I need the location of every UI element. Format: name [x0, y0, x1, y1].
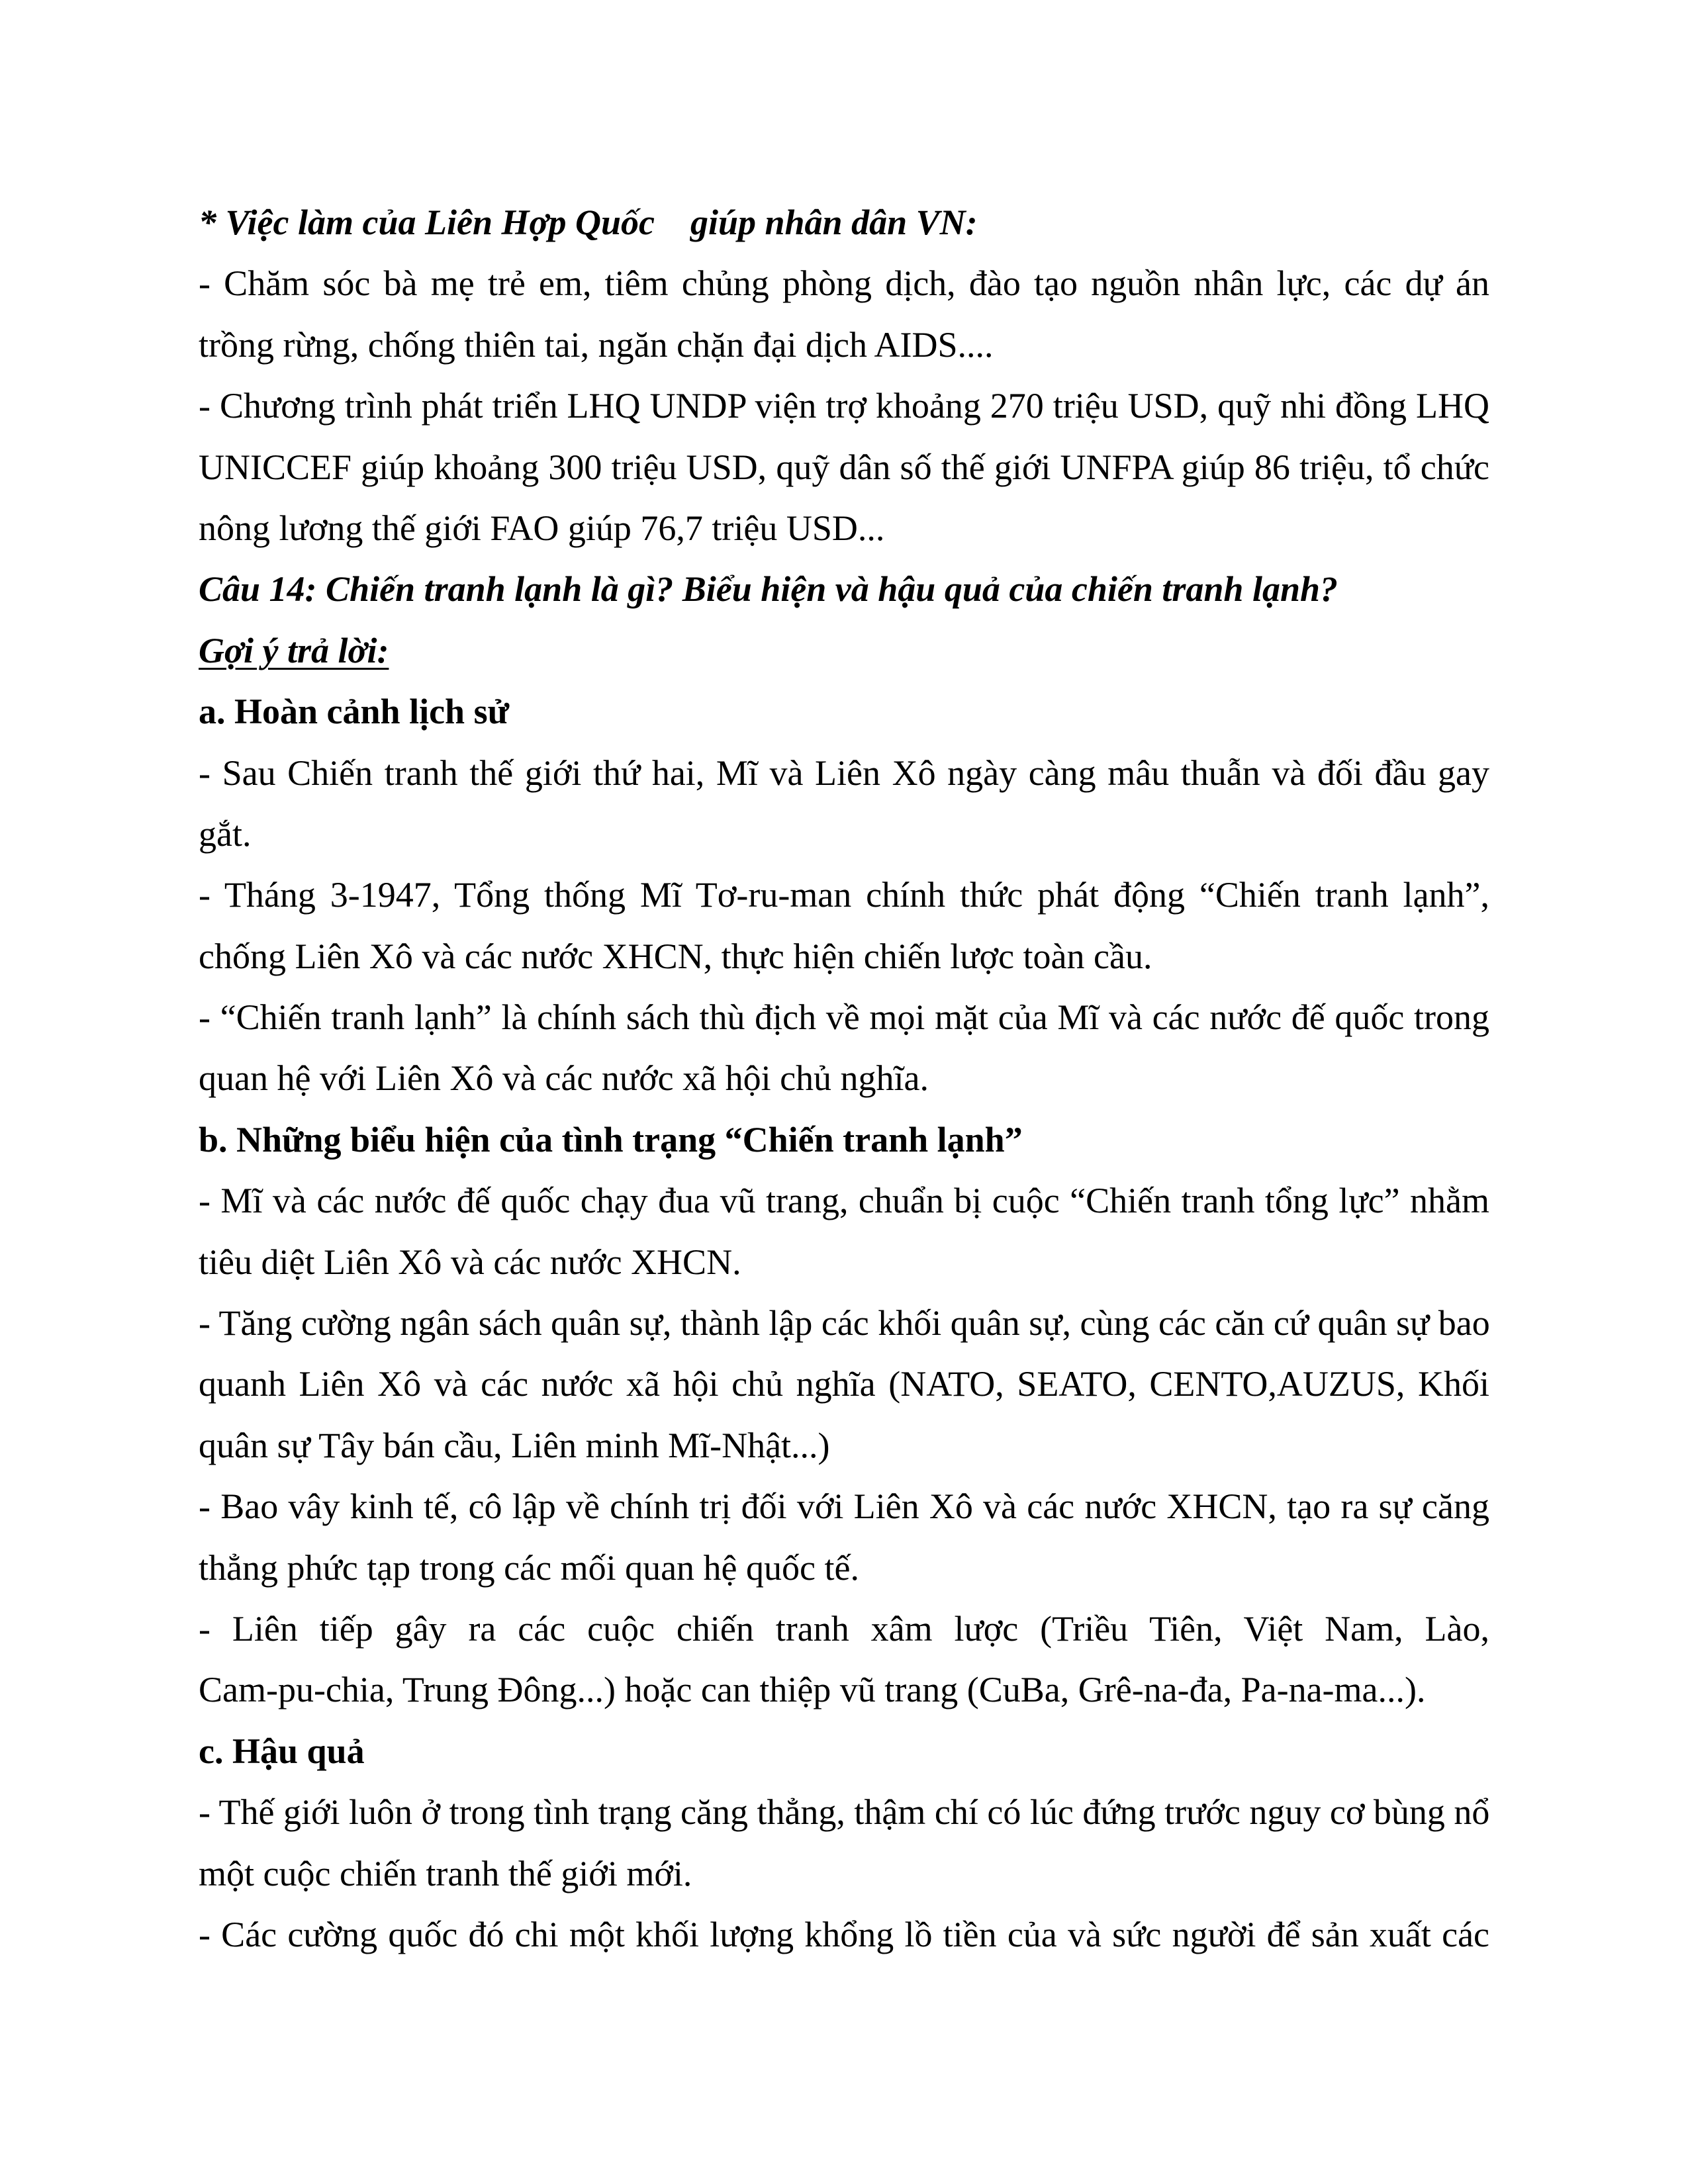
document-body: [199, 192, 1489, 1965]
text-line: - Bao vây kinh tế, cô lập về chính trị đối với Liên Xô và các nước XHCN, tạo ra sự căng: [199, 1486, 1489, 1527]
text-line: tiêu diệt Liên Xô và các nước XHCN.: [199, 1242, 741, 1282]
text-line: - Chăm sóc bà mẹ trẻ em, tiêm chủng phòng dịch, đào tạo nguồn nhân lực, các dự án: [199, 263, 1489, 304]
text-line: quân sự Tây bán cầu, Liên minh Mĩ-Nhật...): [199, 1425, 830, 1465]
text-line: - Thế giới luôn ở trong tình trạng căng thẳng, thậm chí có lúc đứng trước nguy cơ bùng nổ: [199, 1792, 1490, 1833]
text-line: a. Hoàn cảnh lịch sử: [199, 692, 509, 732]
text-line: - Liên tiếp gây ra các cuộc chiến tranh xâm lược (Triều Tiên, Việt Nam, Lào,: [199, 1608, 1489, 1649]
text-line: quanh Liên Xô và các nước xã hội chủ nghĩa (NATO, SEATO, CENTO,AUZUS, Khối: [199, 1364, 1489, 1404]
text-line: UNICCEF giúp khoảng 300 triệu USD, quỹ dân số thế giới UNFPA giúp 86 triệu, tổ chức: [199, 447, 1489, 487]
text-line: quan hệ với Liên Xô và các nước xã hội chủ nghĩa.: [199, 1058, 929, 1099]
text-line: * Việc làm của Liên Hợp Quốc giúp nhân dân VN:: [199, 203, 978, 242]
text-line: - Mĩ và các nước đế quốc chạy đua vũ trang, chuẩn bị cuộc “Chiến tranh tổng lực” nhằm: [199, 1181, 1489, 1221]
text-line: c. Hậu quả: [199, 1731, 365, 1771]
text-line: - Chương trình phát triển LHQ UNDP viện trợ khoảng 270 triệu USD, quỹ nhi đồng LHQ: [199, 386, 1489, 426]
text-line: chống Liên Xô và các nước XHCN, thực hiện chiến lược toàn cầu.: [199, 936, 1152, 976]
text-line: nông lương thế giới FAO giúp 76,7 triệu USD...: [199, 508, 885, 548]
text-line: - Các cường quốc đó chi một khối lượng khổng lồ tiền của và sức người để sản xuất các: [199, 1914, 1489, 1954]
text-line: Câu 14: Chiến tranh lạnh là gì? Biểu hiện và hậu quả của chiến tranh lạnh?: [199, 569, 1338, 610]
text-line: - “Chiến tranh lạnh” là chính sách thù địch về mọi mặt của Mĩ và các nước đế quốc trong: [199, 997, 1489, 1038]
text-line: Cam-pu-chia, Trung Đông...) hoặc can thiệp vũ trang (CuBa, Grê-na-đa, Pa-na-ma...).: [199, 1670, 1426, 1710]
text-line: trồng rừng, chống thiên tai, ngăn chặn đại dịch AIDS....: [199, 324, 994, 365]
text-line: b. Những biểu hiện của tình trạng “Chiến tranh lạnh”: [199, 1119, 1023, 1160]
text-line: - Tháng 3-1947, Tổng thống Mĩ Tơ-ru-man chính thức phát động “Chiến tranh lạnh”,: [199, 875, 1489, 915]
text-line: - Sau Chiến tranh thế giới thứ hai, Mĩ và Liên Xô ngày càng mâu thuẫn và đối đầu gay: [199, 752, 1489, 793]
text-line: gắt.: [199, 813, 252, 854]
text-line: Gợi ý trả lời:: [199, 630, 389, 670]
text-line: - Tăng cường ngân sách quân sự, thành lập các khối quân sự, cùng các căn cứ quân sự bao: [199, 1303, 1490, 1343]
text-line: thẳng phức tạp trong các mối quan hệ quốc tế.: [199, 1547, 859, 1588]
text-line: một cuộc chiến tranh thế giới mới.: [199, 1853, 692, 1893]
